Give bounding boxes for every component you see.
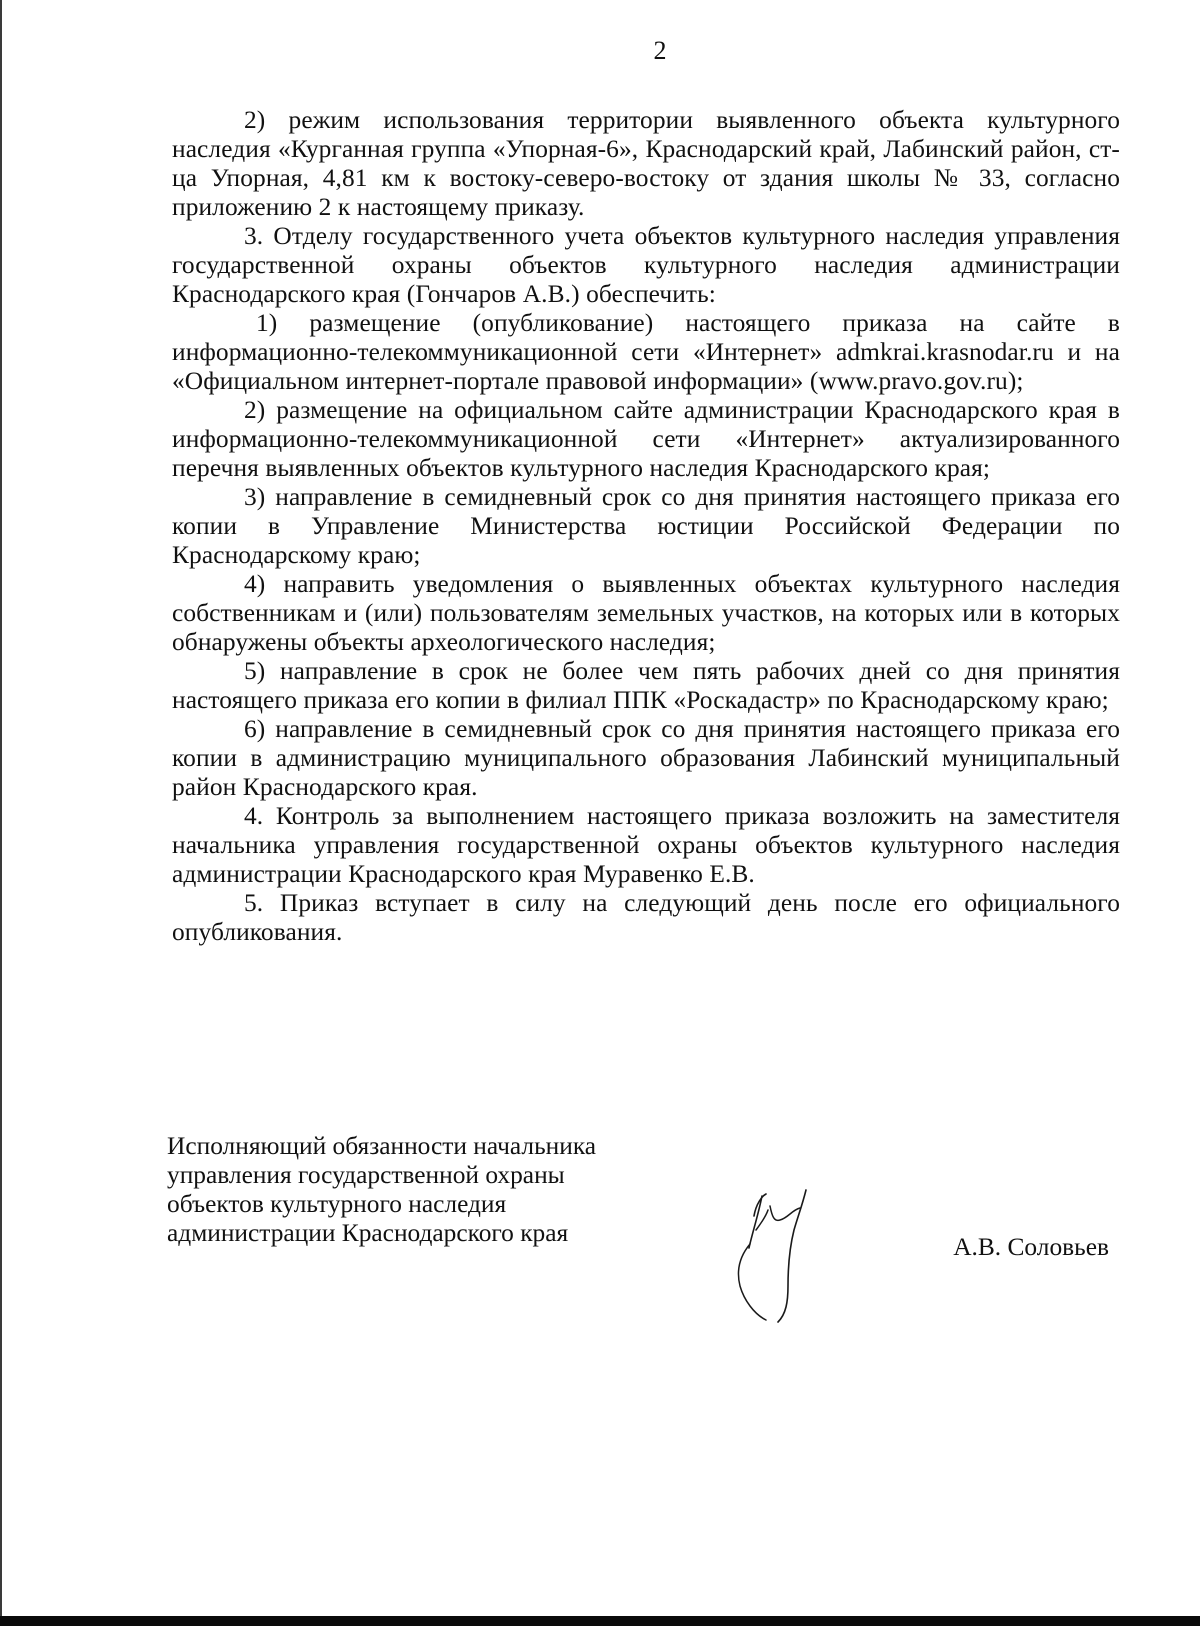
paragraph-item-4-notifications: 4) направить уведомления о выявленных объектах культурного наследия собственникам и (или) пользователям земельных участков, на которых или в которых обнаружены объекты археологического наследия; [172, 570, 1120, 656]
handwritten-signature [732, 1186, 832, 1336]
scan-edge-left [0, 0, 2, 1626]
signatory-position-line: администрации Краснодарского края [167, 1219, 569, 1247]
paragraph-section-3: 3. Отделу государственного учета объектов культурного наследия управления государственной охраны объектов культурного наследия администрации Краснодарского края (Гончаров А.В.) обеспечить: [172, 222, 1120, 308]
paragraph-item-5-roskadastr: 5) направление в срок не более чем пять рабочих дней со дня принятия настоящего приказа его копии в филиал ППК «Роскадастр» по Краснодарскому краю; [172, 657, 1120, 714]
paragraph-item-1-publication: 1) размещение (опубликование) настоящего приказа на сайте в информационно-телекоммуникационной сети «Интернет» admkrai.krasnodar.ru и на «Официальном интернет-портале правовой информации» (www.pravo.gov.ru); [172, 309, 1120, 395]
signatory-position-line: объектов культурного наследия [167, 1190, 507, 1218]
scan-edge-bottom [0, 1616, 1200, 1626]
signatory-position-line: Исполняющий обязанности начальника [167, 1132, 597, 1160]
paragraph-item-2-regime: 2) режим использования территории выявленного объекта культурного наследия «Курганная группа «Упорная-6», Краснодарский край, Лабинский район, ст-ца Упорная, 4,81 км к востоку-северо-востоку от здания школы № 33, согласно приложению 2 к настоящему приказу. [172, 106, 1120, 221]
paragraph-section-5-effect: 5. Приказ вступает в силу на следующий день после его официального опубликования. [172, 889, 1120, 946]
signatory-position-line: управления государственной охраны [167, 1161, 565, 1189]
paragraph-item-3-ministry: 3) направление в семидневный срок со дня принятия настоящего приказа его копии в Управление Министерства юстиции Российской Федерации по Краснодарскому краю; [172, 483, 1120, 569]
signatory-position [167, 1132, 596, 1248]
signature-block [167, 1132, 1127, 1352]
paragraph-section-4-control: 4. Контроль за выполнением настоящего приказа возложить на заместителя начальника управления государственной охраны объектов культурного наследия администрации Краснодарского края Муравенко Е.В. [172, 802, 1120, 888]
paragraph-item-2-website: 2) размещение на официальном сайте администрации Краснодарского края в информационно-телекоммуникационной сети «Интернет» актуализированного перечня выявленных объектов культурного наследия Краснодарского края; [172, 396, 1120, 482]
paragraph-item-6-municipality: 6) направление в семидневный срок со дня принятия настоящего приказа его копии в администрацию муниципального образования Лабинский муниципальный район Краснодарского края. [172, 715, 1120, 801]
page-number: 2 [653, 36, 667, 65]
signatory-name: А.В. Соловьев [953, 1233, 1109, 1261]
document-body [172, 106, 1120, 947]
